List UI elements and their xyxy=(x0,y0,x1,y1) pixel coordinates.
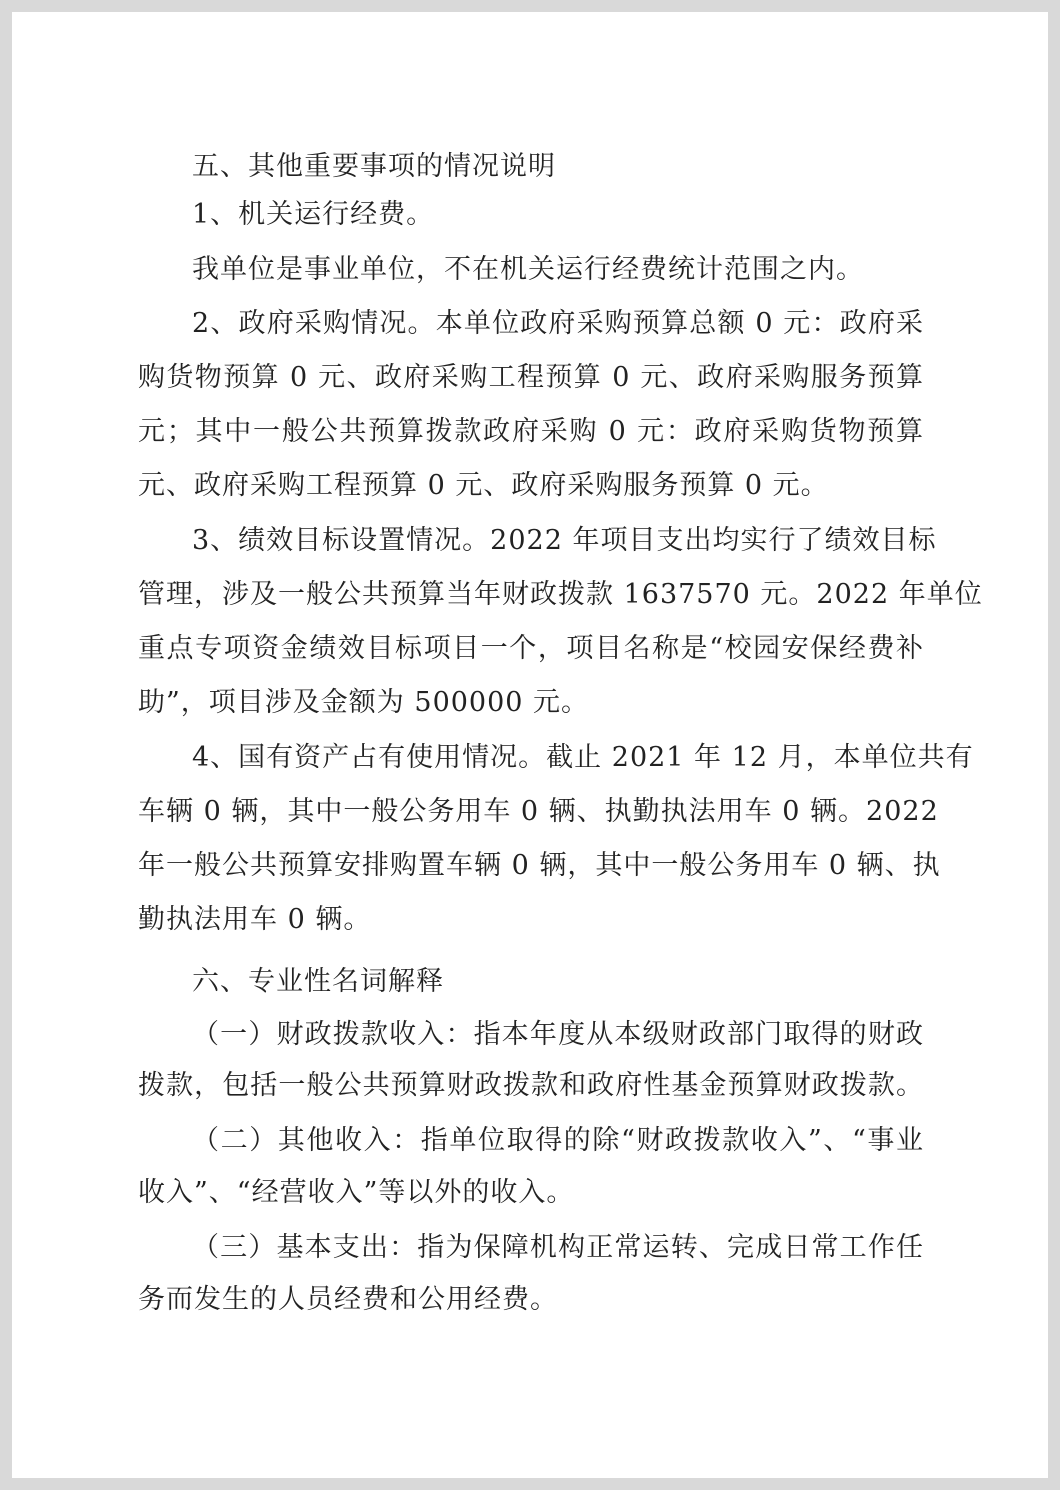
paragraph-line: 我单位是事业单位，不在机关运行经费统计范围之内。 xyxy=(192,254,864,285)
paragraph-line: 收入”、“经营收入”等以外的收入。 xyxy=(138,1177,575,1208)
item-heading-operating-expenses: 1、机关运行经费。 xyxy=(192,199,435,230)
paragraph-line: 车辆 0 辆，其中一般公务用车 0 辆、执勤执法用车 0 辆。2022 xyxy=(138,796,939,827)
paragraph-line: 务而发生的人员经费和公用经费。 xyxy=(138,1284,558,1315)
paragraph-line: 元、政府采购工程预算 0 元、政府采购服务预算 0 元。 xyxy=(138,470,829,501)
paragraph-line: 助”，项目涉及金额为 500000 元。 xyxy=(138,687,590,718)
paragraph-line: 管理，涉及一般公共预算当年财政拨款 1637570 元。2022 年单位 xyxy=(138,579,983,610)
section-heading-other-matters: 五、其他重要事项的情况说明 xyxy=(192,151,556,182)
paragraph-line: 勤执法用车 0 辆。 xyxy=(138,904,372,935)
section-heading-terminology: 六、专业性名词解释 xyxy=(192,966,444,997)
paragraph-line: 3、绩效目标设置情况。2022 年项目支出均实行了绩效目标 xyxy=(192,525,937,556)
paragraph-line: 2、政府采购情况。本单位政府采购预算总额 0 元：政府采 xyxy=(192,308,924,339)
paragraph-line: 拨款，包括一般公共预算财政拨款和政府性基金预算财政拨款。 xyxy=(138,1070,924,1101)
paragraph-line: 4、国有资产占有使用情况。截止 2021 年 12 月，本单位共有 xyxy=(192,742,974,773)
paragraph-line: 元；其中一般公共预算拨款政府采购 0 元：政府采购货物预算 xyxy=(138,416,924,447)
paragraph-line: 购货物预算 0 元、政府采购工程预算 0 元、政府采购服务预算 xyxy=(138,362,924,393)
paragraph-line: （三）基本支出：指为保障机构正常运转、完成日常工作任 xyxy=(192,1232,924,1263)
paragraph-line: 年一般公共预算安排购置车辆 0 辆，其中一般公务用车 0 辆、执 xyxy=(138,850,941,881)
paragraph-line: 重点专项资金绩效目标项目一个，项目名称是“校园安保经费补 xyxy=(138,633,924,664)
paragraph-line: （一）财政拨款收入：指本年度从本级财政部门取得的财政 xyxy=(192,1019,924,1050)
paragraph-line: （二）其他收入：指单位取得的除“财政拨款收入”、“事业 xyxy=(192,1125,924,1156)
